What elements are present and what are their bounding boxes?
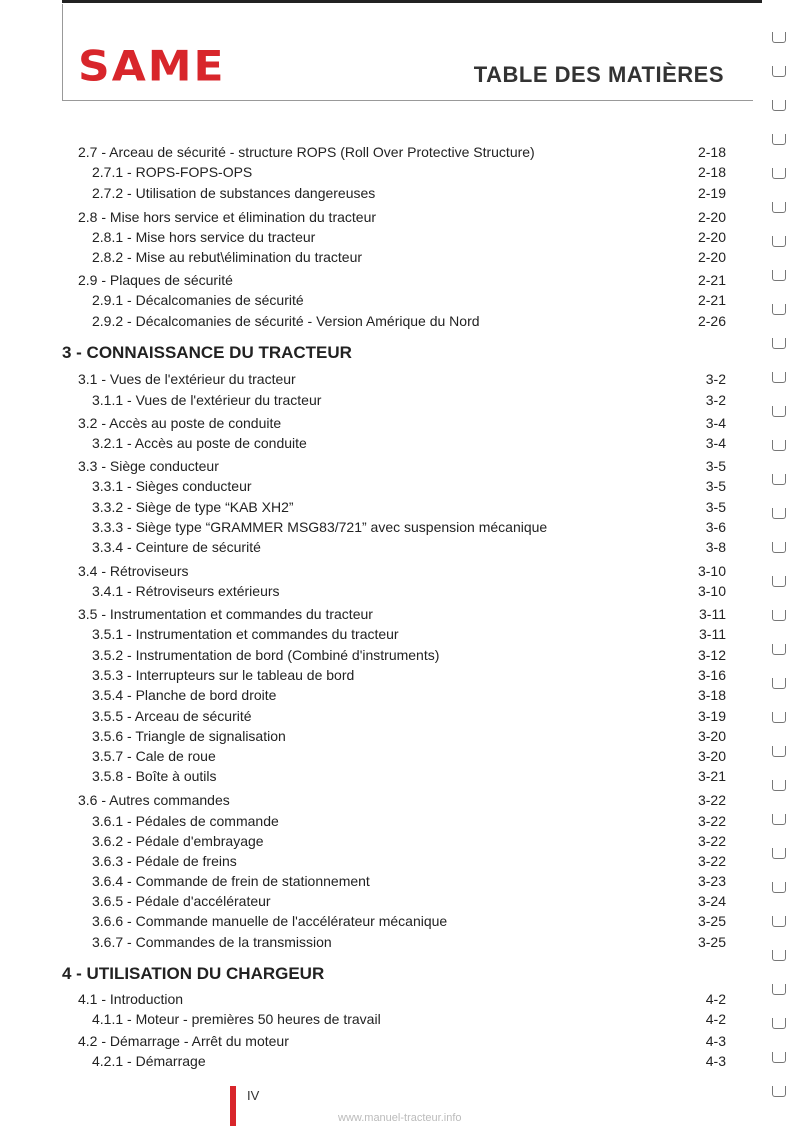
- binding-ring: [772, 1052, 786, 1063]
- toc-entry-title: 3.4 - Rétroviseurs: [78, 563, 189, 579]
- toc-entry-title: 3.6.2 - Pédale d'embrayage: [92, 833, 264, 849]
- toc-entry-title: 4.1 - Introduction: [78, 991, 184, 1007]
- toc-page-number: 3-16: [697, 667, 726, 683]
- binding-ring: [772, 984, 786, 995]
- toc-page-number: 3-22: [697, 853, 726, 869]
- toc-page-number: 2-20: [697, 249, 726, 265]
- binding-ring: [772, 66, 786, 77]
- binding-ring: [772, 712, 786, 723]
- toc-entry-title: 3.5.5 - Arceau de sécurité: [92, 708, 252, 724]
- binding-ring: [772, 168, 786, 179]
- toc-entry-title: 3.3.1 - Sièges conducteur: [92, 478, 252, 494]
- toc-page-number: 3-12: [697, 647, 726, 663]
- toc-entry-title: 3.6.1 - Pédales de commande: [92, 813, 279, 829]
- toc-page-number: 3-4: [705, 435, 726, 451]
- toc-entry-title: 3.6.5 - Pédale d'accélérateur: [92, 893, 271, 909]
- toc-entry-title: 3.3 - Siège conducteur: [78, 458, 219, 474]
- binding-ring: [772, 916, 786, 927]
- toc-entry-title: 3.3.3 - Siège type “GRAMMER MSG83/721” avec suspension mécanique: [92, 519, 548, 535]
- toc-entry-title: 4 - UTILISATION DU CHARGEUR: [62, 964, 325, 983]
- toc-page-number: 3-24: [697, 893, 726, 909]
- toc-entry-title: 2.8 - Mise hors service et élimination du tracteur: [78, 209, 377, 225]
- toc-entry-title: 2.8.2 - Mise au rebut\élimination du tracteur: [92, 249, 363, 265]
- toc-entry-title: 4.1.1 - Moteur - premières 50 heures de travail: [92, 1011, 381, 1027]
- toc-page-number: 3-22: [697, 833, 726, 849]
- binding-ring: [772, 576, 786, 587]
- toc-entry-title: 3.2 - Accès au poste de conduite: [78, 415, 282, 431]
- toc-entry-title: 2.7.1 - ROPS-FOPS-OPS: [92, 164, 253, 180]
- watermark: www.manuel-tracteur.info: [338, 1112, 462, 1124]
- brand-logo: SAME: [78, 42, 226, 91]
- binding-ring: [772, 100, 786, 111]
- binding-ring: [772, 882, 786, 893]
- spiral-binding: [768, 20, 796, 1110]
- toc-page-number: 3-11: [699, 626, 726, 642]
- footer-accent-bar: [230, 1086, 236, 1126]
- toc-page-number: 3-4: [705, 415, 726, 431]
- toc-page-number: 3-5: [705, 478, 726, 494]
- toc-page-number: 3-22: [697, 792, 726, 808]
- toc-entry-title: 3 - CONNAISSANCE DU TRACTEUR: [62, 343, 352, 362]
- toc-entry-title: 4.2.1 - Démarrage: [92, 1053, 206, 1069]
- toc-entry-title: 3.6.4 - Commande de frein de stationnement: [92, 873, 370, 889]
- toc-page-number: 3-8: [705, 539, 726, 555]
- toc-page-number: 3-10: [697, 583, 726, 599]
- toc-page-number: 4-3: [705, 1053, 726, 1069]
- toc-page-number: 3-19: [697, 708, 726, 724]
- toc-page-number: 3-10: [697, 563, 726, 579]
- toc-page-number: 2-20: [697, 209, 726, 225]
- binding-ring: [772, 542, 786, 553]
- binding-ring: [772, 508, 786, 519]
- toc-page-number: 2-21: [697, 292, 726, 308]
- binding-ring: [772, 780, 786, 791]
- binding-ring: [772, 372, 786, 383]
- toc-page-number: 3-18: [697, 687, 726, 703]
- binding-ring: [772, 32, 786, 43]
- toc-entry-title: 3.1.1 - Vues de l'extérieur du tracteur: [92, 392, 322, 408]
- toc-page-number: 3-2: [705, 392, 726, 408]
- toc-page-number: 3-6: [705, 519, 726, 535]
- toc-page-number: 3-2: [705, 371, 726, 387]
- toc-page-number: 3-11: [699, 606, 726, 622]
- binding-ring: [772, 746, 786, 757]
- toc-entry-title: 2.9 - Plaques de sécurité: [78, 272, 233, 288]
- toc-entry-title: 2.7.2 - Utilisation de substances dangereuses: [92, 185, 376, 201]
- toc-page-number: 3-22: [697, 813, 726, 829]
- binding-ring: [772, 1086, 786, 1097]
- binding-ring: [772, 202, 786, 213]
- toc-entry-title: 3.6.3 - Pédale de freins: [92, 853, 237, 869]
- toc-entry-title: 2.7 - Arceau de sécurité - structure ROPS (Roll Over Protective Structure): [78, 144, 535, 160]
- binding-ring: [772, 950, 786, 961]
- toc-page-number: 3-21: [697, 768, 726, 784]
- toc-entry-title: 3.5 - Instrumentation et commandes du tracteur: [78, 606, 373, 622]
- toc-page-number: 2-18: [697, 164, 726, 180]
- toc-entry-title: 3.5.6 - Triangle de signalisation: [92, 728, 286, 744]
- toc-entry-title: 3.5.8 - Boîte à outils: [92, 768, 217, 784]
- binding-ring: [772, 1018, 786, 1029]
- toc-page-number: 3-5: [705, 499, 726, 515]
- toc-page-number: 4-2: [705, 991, 726, 1007]
- toc-page-number: 2-19: [697, 185, 726, 201]
- toc-entry-title: 4.2 - Démarrage - Arrêt du moteur: [78, 1033, 289, 1049]
- binding-ring: [772, 644, 786, 655]
- toc-entry-title: 3.5.3 - Interrupteurs sur le tableau de bord: [92, 667, 355, 683]
- toc-entry-title: 3.2.1 - Accès au poste de conduite: [92, 435, 307, 451]
- toc-entry-title: 3.6 - Autres commandes: [78, 792, 230, 808]
- toc-entry-title: 3.5.1 - Instrumentation et commandes du tracteur: [92, 626, 399, 642]
- binding-ring: [772, 406, 786, 417]
- toc-entry-title: 3.4.1 - Rétroviseurs extérieurs: [92, 583, 280, 599]
- toc-entry-title: 3.3.2 - Siège de type “KAB XH2”: [92, 499, 294, 515]
- binding-ring: [772, 304, 786, 315]
- toc-page-number: 3-5: [705, 458, 726, 474]
- toc-page-number: 4-2: [705, 1011, 726, 1027]
- toc-entry-title: 2.9.1 - Décalcomanies de sécurité: [92, 292, 304, 308]
- toc-entry-title: 2.9.2 - Décalcomanies de sécurité - Version Amérique du Nord: [92, 313, 480, 329]
- toc-entry-title: 3.3.4 - Ceinture de sécurité: [92, 539, 261, 555]
- binding-ring: [772, 134, 786, 145]
- toc-entry-title: 3.1 - Vues de l'extérieur du tracteur: [78, 371, 296, 387]
- binding-ring: [772, 678, 786, 689]
- binding-ring: [772, 440, 786, 451]
- page-title: TABLE DES MATIÈRES: [473, 62, 724, 87]
- binding-ring: [772, 474, 786, 485]
- binding-ring: [772, 610, 786, 621]
- toc-page-number: 3-25: [697, 913, 726, 929]
- toc-page-number: 3-23: [697, 873, 726, 889]
- toc-page-number: 3-25: [697, 934, 726, 950]
- binding-ring: [772, 814, 786, 825]
- binding-ring: [772, 270, 786, 281]
- toc-page-number: 2-20: [697, 229, 726, 245]
- binding-ring: [772, 848, 786, 859]
- toc-entry-title: 3.5.4 - Planche de bord droite: [92, 687, 277, 703]
- binding-ring: [772, 236, 786, 247]
- toc-entry-title: 2.8.1 - Mise hors service du tracteur: [92, 229, 316, 245]
- toc-page-number: 3-20: [697, 728, 726, 744]
- toc-entry-title: 3.5.2 - Instrumentation de bord (Combiné d'instruments): [92, 647, 440, 663]
- toc-page-number: 2-18: [697, 144, 726, 160]
- toc-entry-title: 3.5.7 - Cale de roue: [92, 748, 216, 764]
- toc-page-number: 2-26: [697, 313, 726, 329]
- toc-page-number: 4-3: [705, 1033, 726, 1049]
- toc-entry-title: 3.6.6 - Commande manuelle de l'accélérateur mécanique: [92, 913, 448, 929]
- top-rule: [62, 0, 762, 3]
- binding-ring: [772, 338, 786, 349]
- toc-page-number: 2-21: [697, 272, 726, 288]
- toc-page-number: 3-20: [697, 748, 726, 764]
- page-number: IV: [247, 1088, 260, 1103]
- toc-entry-title: 3.6.7 - Commandes de la transmission: [92, 934, 332, 950]
